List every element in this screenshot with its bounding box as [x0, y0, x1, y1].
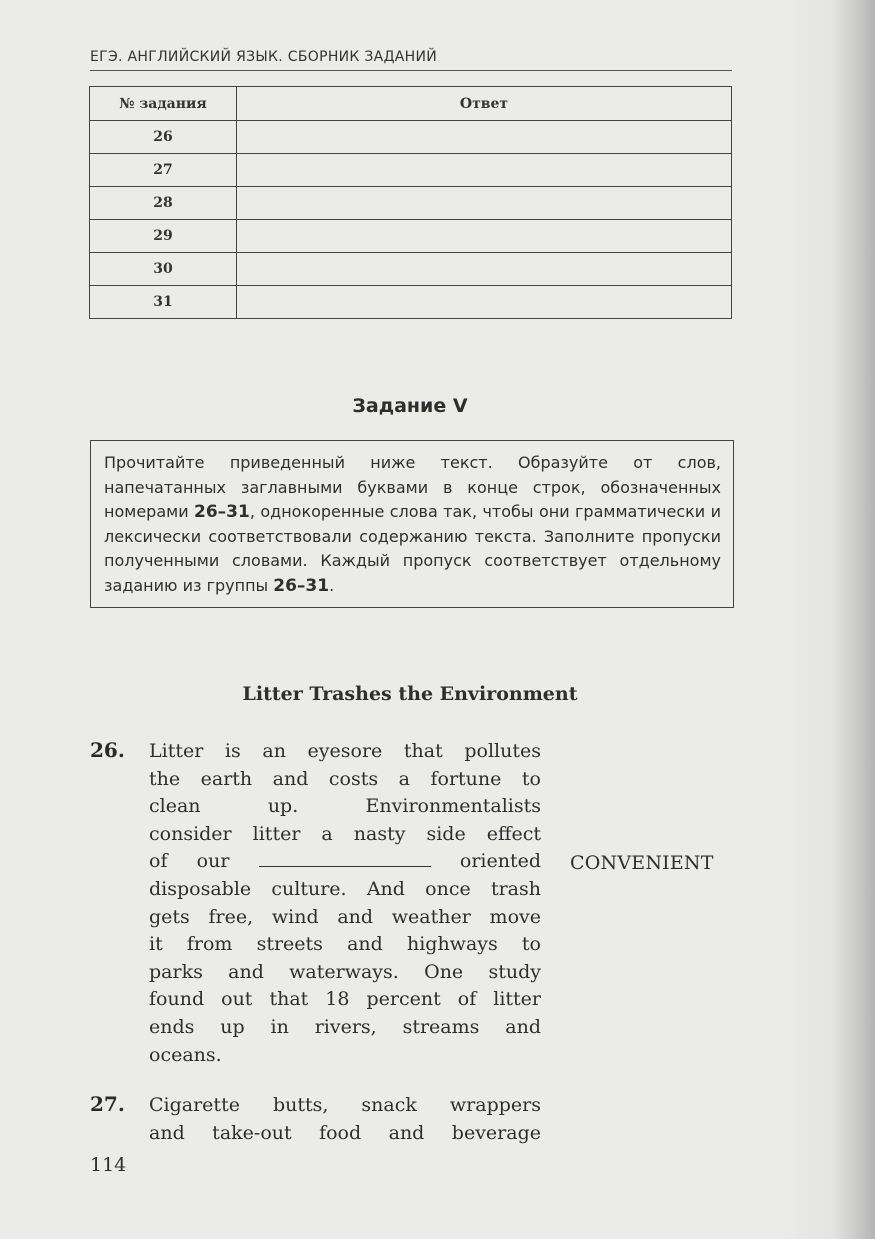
answer-cell: [237, 187, 732, 220]
table-row: [90, 220, 732, 253]
keyword-26: CONVENIENT: [570, 852, 714, 874]
instructions-text-2: , однокоренные слова так, чтобы они грамматически и лексически соответствовали содержанию текста. Заполните пропуски полученными словами. Каждый пропуск соответствует отдельному заданию из группы: [104, 502, 721, 595]
text-line: it from streets and highways to: [149, 933, 541, 956]
answer-cell: [237, 220, 732, 253]
running-header: ЕГЭ. АНГЛИЙСКИЙ ЯЗЫК. СБОРНИК ЗАДАНИЙ: [90, 49, 438, 65]
table-row: [90, 286, 732, 319]
task-number-cell: 29: [90, 220, 237, 253]
answer-cell: [237, 253, 732, 286]
table-row: [90, 121, 732, 154]
instructions-range-2: 26–31: [273, 575, 330, 596]
table-row: [90, 253, 732, 286]
text-line: gets free, wind and weather move: [149, 905, 541, 928]
text-line: clean up. Environmentalists: [149, 795, 541, 818]
item-number: 26.: [90, 738, 125, 762]
answer-cell: [237, 121, 732, 154]
text-line-with-gap: [149, 848, 541, 876]
text-line: and take-out food and beverage: [149, 1121, 541, 1144]
item-number: 27.: [90, 1092, 125, 1116]
table-row: [90, 187, 732, 220]
text-line: Cigarette butts, snack wrappers: [149, 1094, 541, 1116]
answer-cell: [237, 154, 732, 187]
answer-table-header-row: [90, 87, 732, 121]
header-rule: [90, 70, 732, 71]
instructions-box: [90, 440, 734, 608]
task-number-cell: 26: [90, 121, 237, 154]
text-line: consider litter a nasty side effect: [149, 822, 541, 845]
task-number-cell: 31: [90, 286, 237, 319]
text-line: oceans.: [149, 1043, 222, 1066]
answer-table: [89, 86, 732, 319]
task-number-cell: 30: [90, 253, 237, 286]
instructions-range-1: 26–31: [194, 502, 250, 522]
text-line: found out that 18 percent of litter: [149, 988, 541, 1011]
task-number-cell: 28: [90, 187, 237, 220]
instructions-text-3: .: [329, 575, 335, 595]
text-fragment: oriented: [459, 850, 541, 873]
instructions-text-1: Прочитайте приведенный ниже текст. Образуйте от слов, напечатанных заглавными буквами в конце строк, обозначенных номерами: [104, 453, 721, 521]
task-number-cell: 27: [90, 154, 237, 187]
answer-gap: [259, 852, 431, 867]
text-title: Litter Trashes the Environment: [242, 683, 578, 705]
item-text: [149, 738, 541, 1069]
text-line: disposable culture. And once trash: [149, 877, 541, 900]
text-line: parks and waterways. One study: [149, 960, 541, 983]
text-fragment: of our: [149, 850, 230, 873]
column-header-task: № задания: [90, 87, 237, 121]
item-text: [149, 1092, 541, 1147]
text-line: ends up in rivers, streams and: [149, 1015, 541, 1038]
text-line: the earth and costs a fortune to: [149, 767, 541, 790]
page-edge-shadow: [780, 0, 875, 1239]
table-row: [90, 154, 732, 187]
text-line: Litter is an eyesore that pollutes: [149, 740, 541, 762]
answer-cell: [237, 286, 732, 319]
page-number: 114: [90, 1154, 127, 1176]
column-header-answer: Ответ: [237, 87, 732, 121]
section-title: Задание V: [352, 395, 468, 417]
